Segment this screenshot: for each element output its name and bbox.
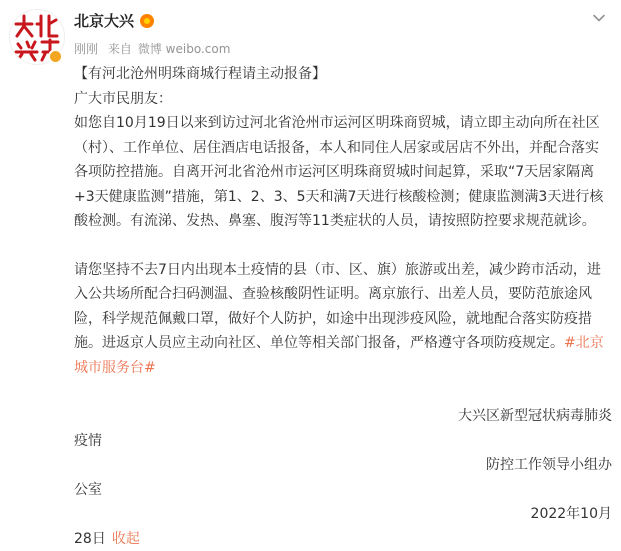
- collapse-button[interactable]: 收起: [112, 531, 140, 547]
- signature-line-2: 防控工作领导小组办: [74, 453, 612, 478]
- signature-line-1b: 疫情: [74, 429, 612, 454]
- signature-line-2b: 公室: [74, 478, 612, 503]
- post-meta: [74, 40, 236, 57]
- post-title: 【有河北沧州明珠商城行程请主动报备】: [74, 62, 612, 87]
- date-day: 28日: [74, 531, 106, 547]
- vip-member-icon[interactable]: [140, 14, 154, 28]
- post-time[interactable]: 刚刚: [74, 42, 98, 56]
- date-line-1: 2022年10月: [74, 502, 612, 527]
- signature-line-1: 大兴区新型冠状病毒肺炎: [74, 404, 612, 429]
- paragraph-2-text: 请您坚持不去7日内出现本土疫情的县（市、区、旗）旅游或出差，减少跨市活动，进入公共场所配合扫码测温、查验核酸阴性证明。离京旅行、出差人员，要防范旅途风险，科学规范佩戴口罩，做好个人防护，如途中出现涉疫风险，就地配合落实防疫措施。进返京人员应主动向社区、单位等相关部门报备，严格遵守各项防疫规定。: [74, 262, 601, 352]
- chevron-down-icon[interactable]: [591, 10, 607, 26]
- post-content: [74, 62, 612, 551]
- paragraph-1: 如您自10月19日以来到访过河北省沧州市运河区明珠商贸城，请立即主动向所在社区（村）、工作单位、居住酒店电话报备，本人和同住人居家或居店不外出，并配合落实各项防控措施。自离开河北省沧州市运河区明珠商贸城时间起算，采取“7天居家隔离+3天健康监测”措施，第1、2、3、5天和满7天进行核酸检测；健康监测满3天进行核酸检测。有流涕、发热、鼻塞、腹泻等11类症状的人员，请按照防控要求规范就诊。: [74, 111, 612, 234]
- verified-badge-icon: [48, 49, 63, 64]
- source-prefix: 来自: [108, 42, 132, 56]
- hashtag-link[interactable]: #北京城市服务台#: [74, 335, 604, 376]
- greeting: 广大市民朋友：: [74, 87, 612, 112]
- paragraph-gap: [74, 380, 612, 404]
- date-line-2: [74, 527, 612, 551]
- username-link[interactable]: 北京大兴: [74, 10, 134, 31]
- source-link[interactable]: 微博 weibo.com: [138, 42, 231, 56]
- paragraph-gap: [74, 234, 612, 258]
- paragraph-2: [74, 258, 612, 381]
